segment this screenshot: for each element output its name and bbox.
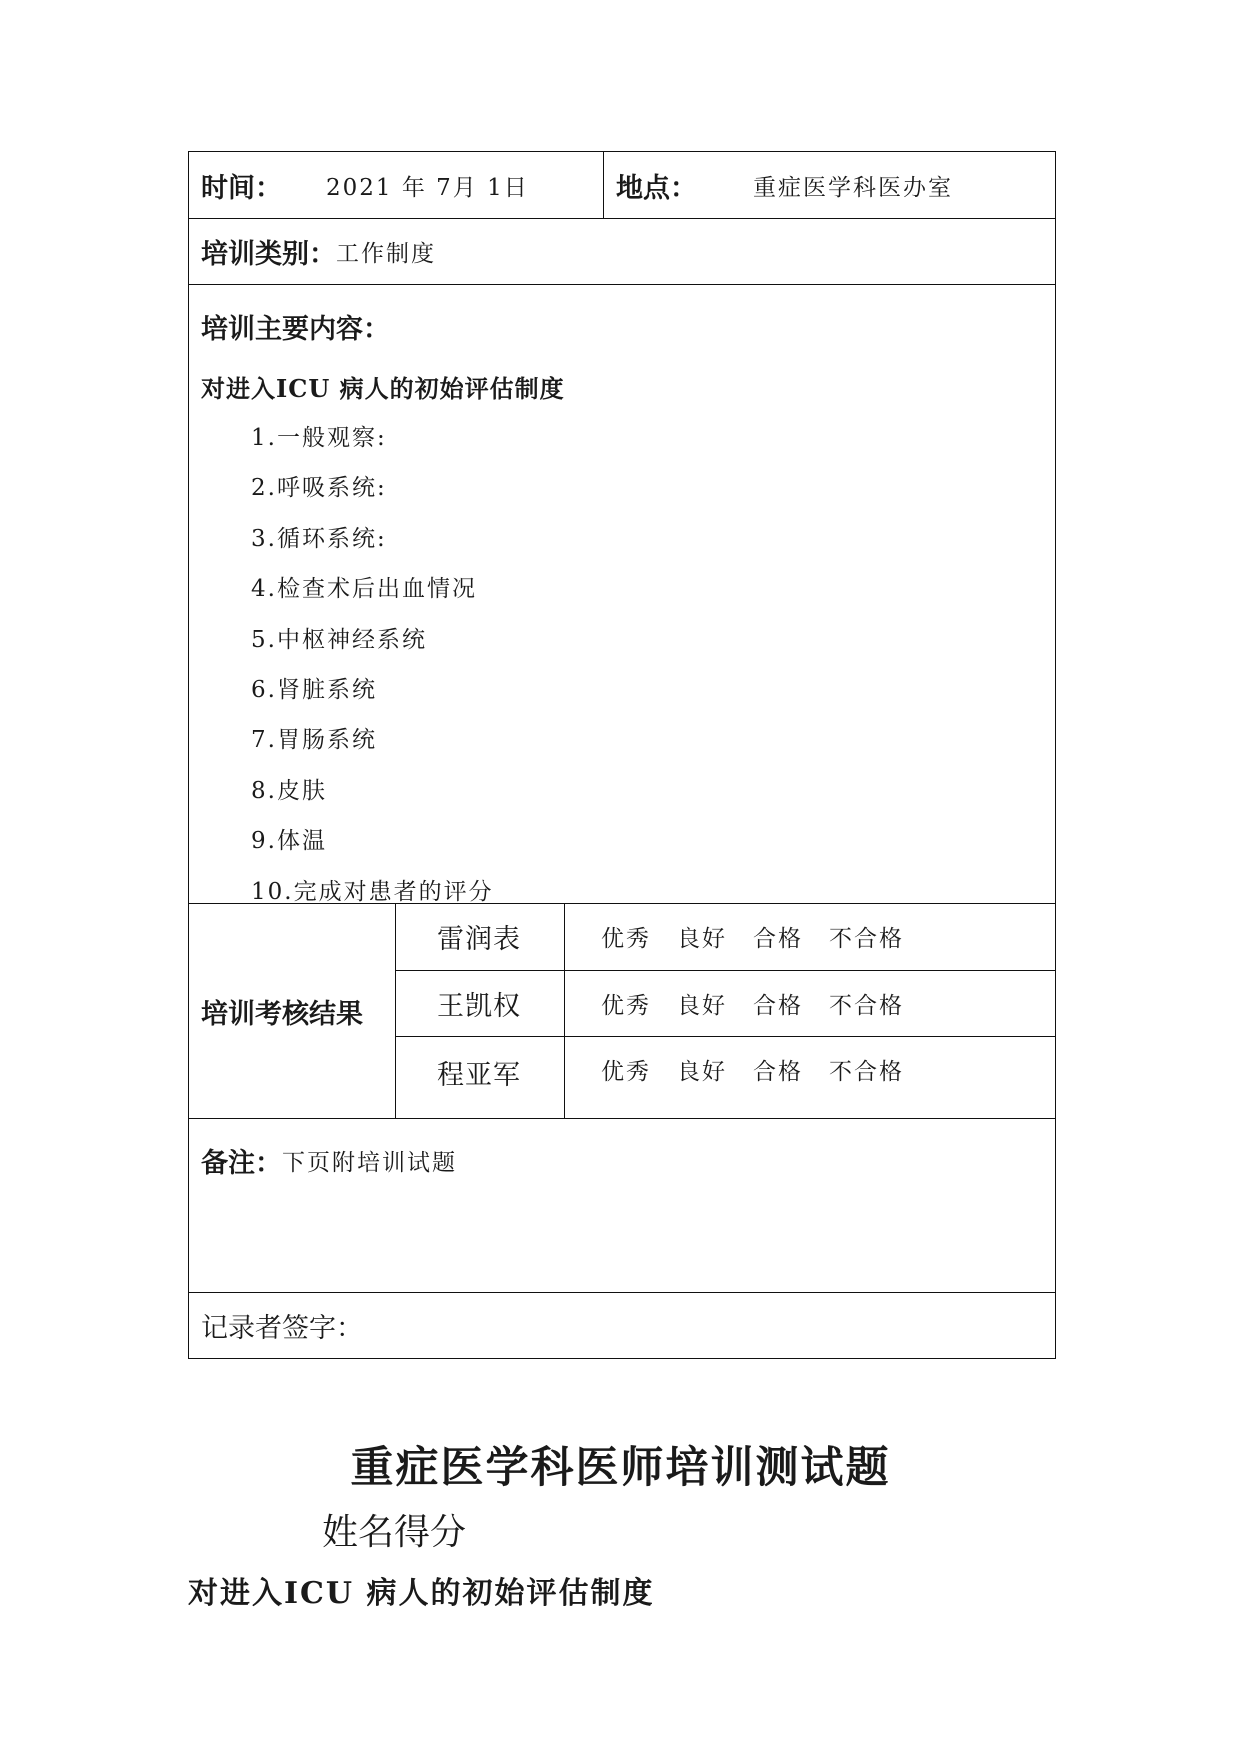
time-label: 时间：	[201, 172, 282, 204]
location-value: 重症医学科医办室	[753, 174, 953, 201]
content-items-list	[251, 413, 494, 917]
category-value: 工作制度	[336, 241, 436, 267]
category-row	[189, 219, 1055, 285]
list-item: 8.皮肤	[251, 777, 327, 804]
category-label: 培训类别：	[201, 239, 336, 270]
note-row	[189, 1119, 1055, 1293]
list-item: 2.呼吸系统:	[251, 475, 387, 502]
note-value: 下页附培训试题	[282, 1150, 457, 1176]
content-row	[189, 285, 1055, 904]
note-label: 备注：	[201, 1148, 282, 1179]
content-label: 培训主要内容：	[201, 314, 390, 345]
training-record-form	[188, 151, 1056, 1359]
list-item: 3.循环系统:	[251, 525, 387, 552]
trainee-name: 王凯权	[396, 971, 565, 1037]
result-label-cell	[189, 904, 396, 1118]
table-row	[396, 1037, 1055, 1118]
grade-option[interactable]: 良好	[677, 993, 727, 1020]
location-label: 地点：	[616, 172, 697, 204]
test-title: 重症医学科医师培训测试题	[350, 1443, 891, 1493]
table-row	[396, 904, 1055, 971]
location-cell	[604, 166, 1055, 205]
list-item: 1.一般观察:	[251, 425, 387, 451]
time-cell	[189, 152, 604, 218]
time-value: 2021 年 7月 1日	[326, 174, 529, 201]
grade-option[interactable]: 不合格	[829, 1059, 904, 1086]
trainee-name: 雷润表	[396, 904, 565, 970]
result-label: 培训考核结果	[201, 998, 363, 1030]
grade-option[interactable]: 合格	[753, 1059, 803, 1086]
list-item: 10.完成对患者的评分	[251, 878, 494, 905]
test-subject: 对进入ICU 病人的初始评估制度	[188, 1576, 655, 1611]
grade-options	[565, 1037, 1055, 1118]
recorder-row	[189, 1293, 1055, 1358]
grade-option[interactable]: 合格	[753, 993, 803, 1020]
grade-option[interactable]: 不合格	[829, 993, 904, 1020]
result-row	[189, 904, 1055, 1119]
list-item: 6.肾脏系统	[251, 676, 377, 703]
trainee-name: 程亚军	[396, 1037, 565, 1118]
grade-option[interactable]: 合格	[753, 926, 803, 953]
grade-option[interactable]: 优秀	[601, 926, 651, 953]
grade-option[interactable]: 良好	[677, 926, 727, 953]
content-subject: 对进入ICU 病人的初始评估制度	[201, 374, 565, 403]
grade-option[interactable]: 优秀	[601, 1059, 651, 1086]
grade-options	[565, 971, 1055, 1037]
list-item: 4.检查术后出血情况	[251, 576, 477, 603]
name-score-line: 姓名得分	[322, 1512, 467, 1553]
list-item: 5.中枢神经系统	[251, 626, 427, 653]
grade-option[interactable]: 优秀	[601, 993, 651, 1020]
table-row	[396, 971, 1055, 1038]
grade-option[interactable]: 良好	[677, 1059, 727, 1086]
grade-options	[565, 904, 1055, 970]
grade-option[interactable]: 不合格	[829, 926, 904, 953]
list-item: 7.胃肠系统	[251, 727, 377, 754]
result-grid	[396, 904, 1055, 1118]
list-item: 9.体温	[251, 828, 327, 855]
recorder-signature-label: 记录者签字：	[201, 1313, 363, 1344]
time-location-row	[189, 152, 1055, 219]
